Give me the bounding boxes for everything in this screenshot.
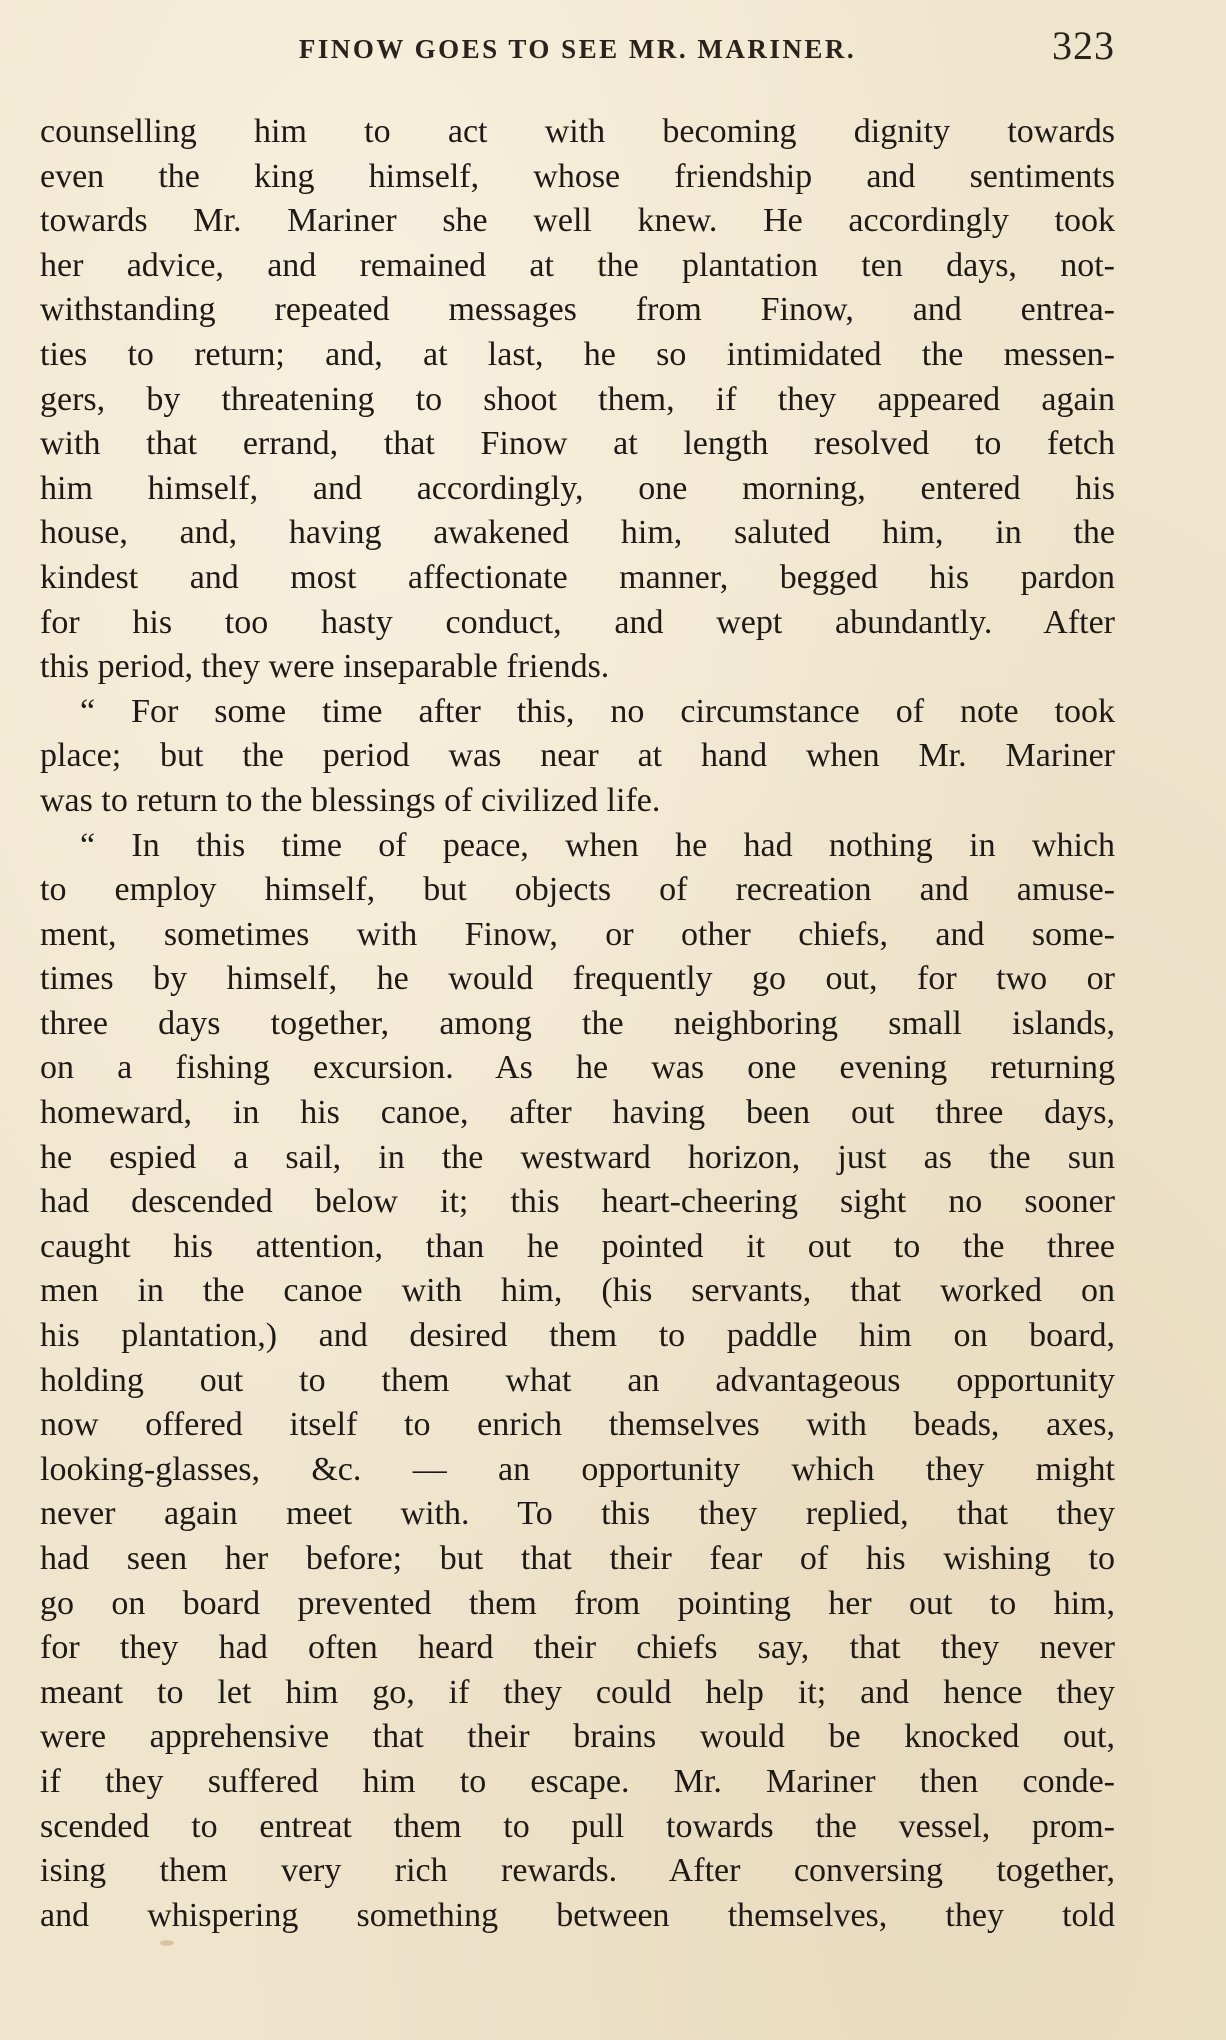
text-line: house, and, having awakened him, saluted him, in the [40,514,1115,552]
text-line: had seen her before; but that their fear of his wishing to [40,1540,1115,1577]
text-line: three days together, among the neighboring small islands, [40,1004,1115,1042]
text-line: and whispering something between themselves, they told [40,1896,1115,1934]
body-text [40,110,1115,1938]
text-line: times by himself, he would frequently go out, for two or [40,960,1115,998]
text-line: he espied a sail, in the westward horizon, just as the sun [40,1138,1115,1176]
text-line: this period, they were inseparable friends. [40,648,610,686]
text-line: “ For some time after this, no circumstance of note took [80,692,1115,730]
text-line: ment, sometimes with Finow, or other chiefs, and some- [40,915,1115,953]
text-line: with that errand, that Finow at length resolved to fetch [40,425,1115,463]
text-line: now offered itself to enrich themselves with beads, axes, [40,1406,1115,1444]
text-line: kindest and most affectionate manner, begged his pardon [40,558,1115,596]
page-number: 323 [1052,23,1115,68]
text-line: caught his attention, than he pointed it out to the three [40,1227,1115,1265]
paper-smudge [160,1940,174,1946]
running-head: FINOW GOES TO SEE MR. MARINER. [298,34,857,64]
text-line: never again meet with. To this they replied, that they [40,1495,1115,1533]
text-line: scended to entreat them to pull towards the vessel, prom- [40,1807,1115,1845]
text-line: “ In this time of peace, when he had nothing in which [80,826,1115,864]
text-line: men in the canoe with him, (his servants, that worked on [40,1272,1115,1310]
text-line: if they suffered him to escape. Mr. Mariner then conde- [40,1762,1115,1800]
text-line: even the king himself, whose friendship and sentiments [40,157,1115,195]
text-line: him himself, and accordingly, one morning, entered his [40,469,1115,507]
text-line: had descended below it; this heart-cheering sight no sooner [40,1183,1115,1221]
text-line: gers, by threatening to shoot them, if they appeared again [40,380,1115,418]
text-line: holding out to them what an advantageous opportunity [40,1361,1115,1399]
text-line: meant to let him go, if they could help it; and hence they [40,1673,1115,1711]
text-line: on a fishing excursion. As he was one evening returning [40,1049,1115,1087]
text-line: were apprehensive that their brains would be knocked out, [40,1718,1115,1756]
text-line: place; but the period was near at hand when Mr. Mariner [40,737,1115,775]
text-line: to employ himself, but objects of recreation and amuse- [40,871,1115,909]
text-line: her advice, and remained at the plantation ten days, not- [40,246,1115,284]
text-line: was to return to the blessings of civilized life. [40,781,661,819]
text-line: ties to return; and, at last, he so intimidated the messen- [40,335,1115,373]
text-line: homeward, in his canoe, after having been out three days, [40,1094,1115,1132]
text-line: counselling him to act with becoming dignity towards [40,113,1115,150]
text-line: withstanding repeated messages from Finow, and entrea- [40,291,1115,329]
text-line: ising them very rich rewards. After conversing together, [40,1852,1115,1890]
page-header [40,22,1115,82]
text-line: towards Mr. Mariner she well knew. He accordingly took [40,202,1115,240]
text-line: his plantation,) and desired them to paddle him on board, [40,1317,1115,1355]
text-line: for they had often heard their chiefs say, that they never [40,1629,1115,1667]
text-line: for his too hasty conduct, and wept abundantly. After [40,603,1115,641]
text-line: looking-glasses, &c. — an opportunity which they might [40,1450,1115,1488]
text-line: go on board prevented them from pointing her out to him, [40,1584,1115,1622]
